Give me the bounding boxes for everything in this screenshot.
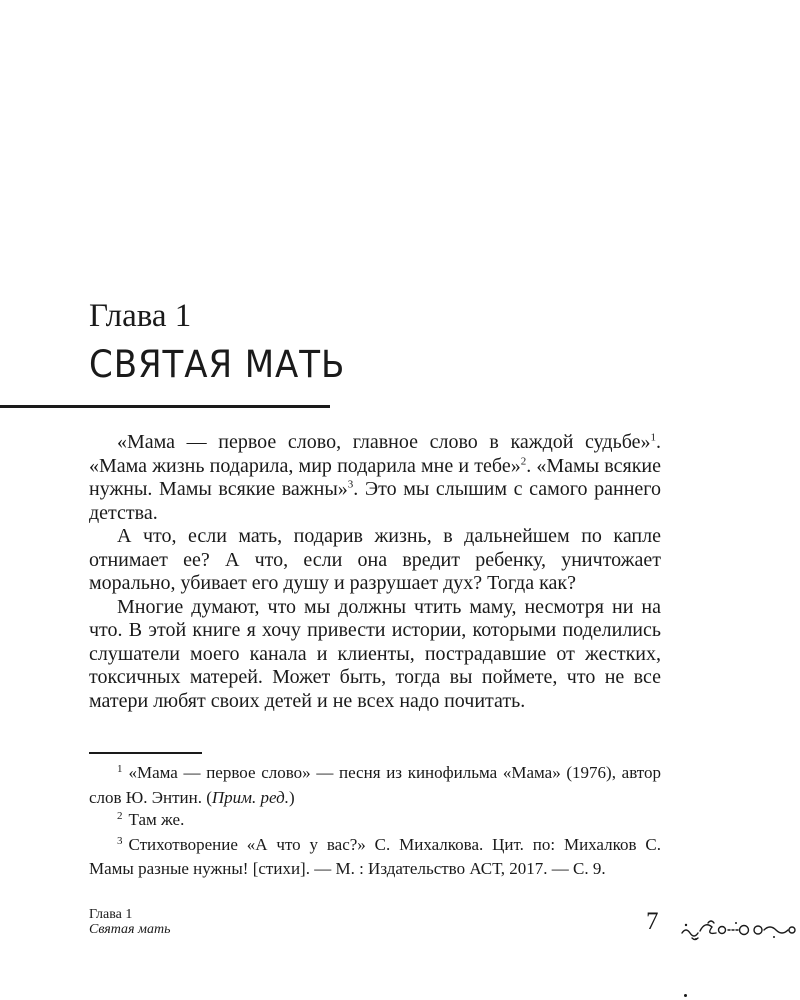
page-number: 7 [646,908,659,935]
running-footer [89,907,170,937]
p1-part-d: . Это мы слышим с самого раннего детства. [89,478,661,524]
footnote-divider [89,752,202,754]
footnote-3-number: 3 [117,834,123,847]
p1-part-b: . «Мама жизнь подарила, мир подарила мне и тебе» [89,431,661,477]
p1-part-c: . «Мамы всякие нужны. Мамы всякие важны» [89,454,661,500]
footnote-1 [89,762,661,809]
footnotes [89,762,661,881]
footnote-2 [89,809,661,834]
title-underline [0,405,330,408]
footer-chapter-label: Глава 1 [89,907,133,922]
footnote-ref-2: 2 [520,454,527,467]
page-mark-dot [684,994,687,997]
paragraph-1 [89,431,661,525]
chapter-title [89,342,345,388]
body-text [89,431,661,713]
footnote-ref-1: 1 [650,431,656,444]
footnote-3 [89,834,661,881]
paragraph-2: А что, если мать, подарив жизнь, в дальнейшем по капле отнимает ее? А что, если она вредит ребенку, уничтожает морально, убивает его душу и разрушает дух? Тогда как? [89,525,661,594]
footnote-1-text: «Мама — первое слово» — песня из кинофильма «Мама» (1976), автор слов Ю. Энтин. ( [89,763,661,807]
footnote-1-number: 1 [117,763,123,775]
footnote-ref-3: 3 [347,478,354,491]
footer-chapter-title: Святая мать [89,922,171,937]
footnote-1-editor-note: Прим. ред. [211,787,289,807]
paragraph-3: Многие думают, что мы должны чтить маму, несмотря ни на что. В этой книге я хочу привести истории, которыми поделились слушатели моего канала и клиенты, пострадавшие от жестких, токсичных матерей. Может быть, тогда вы поймете, что не все матери любят своих детей и не всех надо почитать. [89,595,661,712]
footnote-2-number: 2 [117,810,123,822]
chapter-label: Глава 1 [89,298,192,334]
flourish-ornament-icon [678,911,800,945]
p1-part-a: «Мама — первое слово, главное слово в каждой судьбе» [117,431,651,453]
footnote-3-text: Стихотворение «А что у вас?» С. Михалкова. Цит. по: Михалков С. Мамы разные нужны! [стихи]. — М. : Издательство АСТ, 2017. — С. 9. [89,834,661,878]
chapter-title-text: СВЯТАЯ МАТЬ [89,343,346,386]
footnote-1-tail: ) [289,787,295,807]
footnote-2-text: Там же. [128,810,185,829]
